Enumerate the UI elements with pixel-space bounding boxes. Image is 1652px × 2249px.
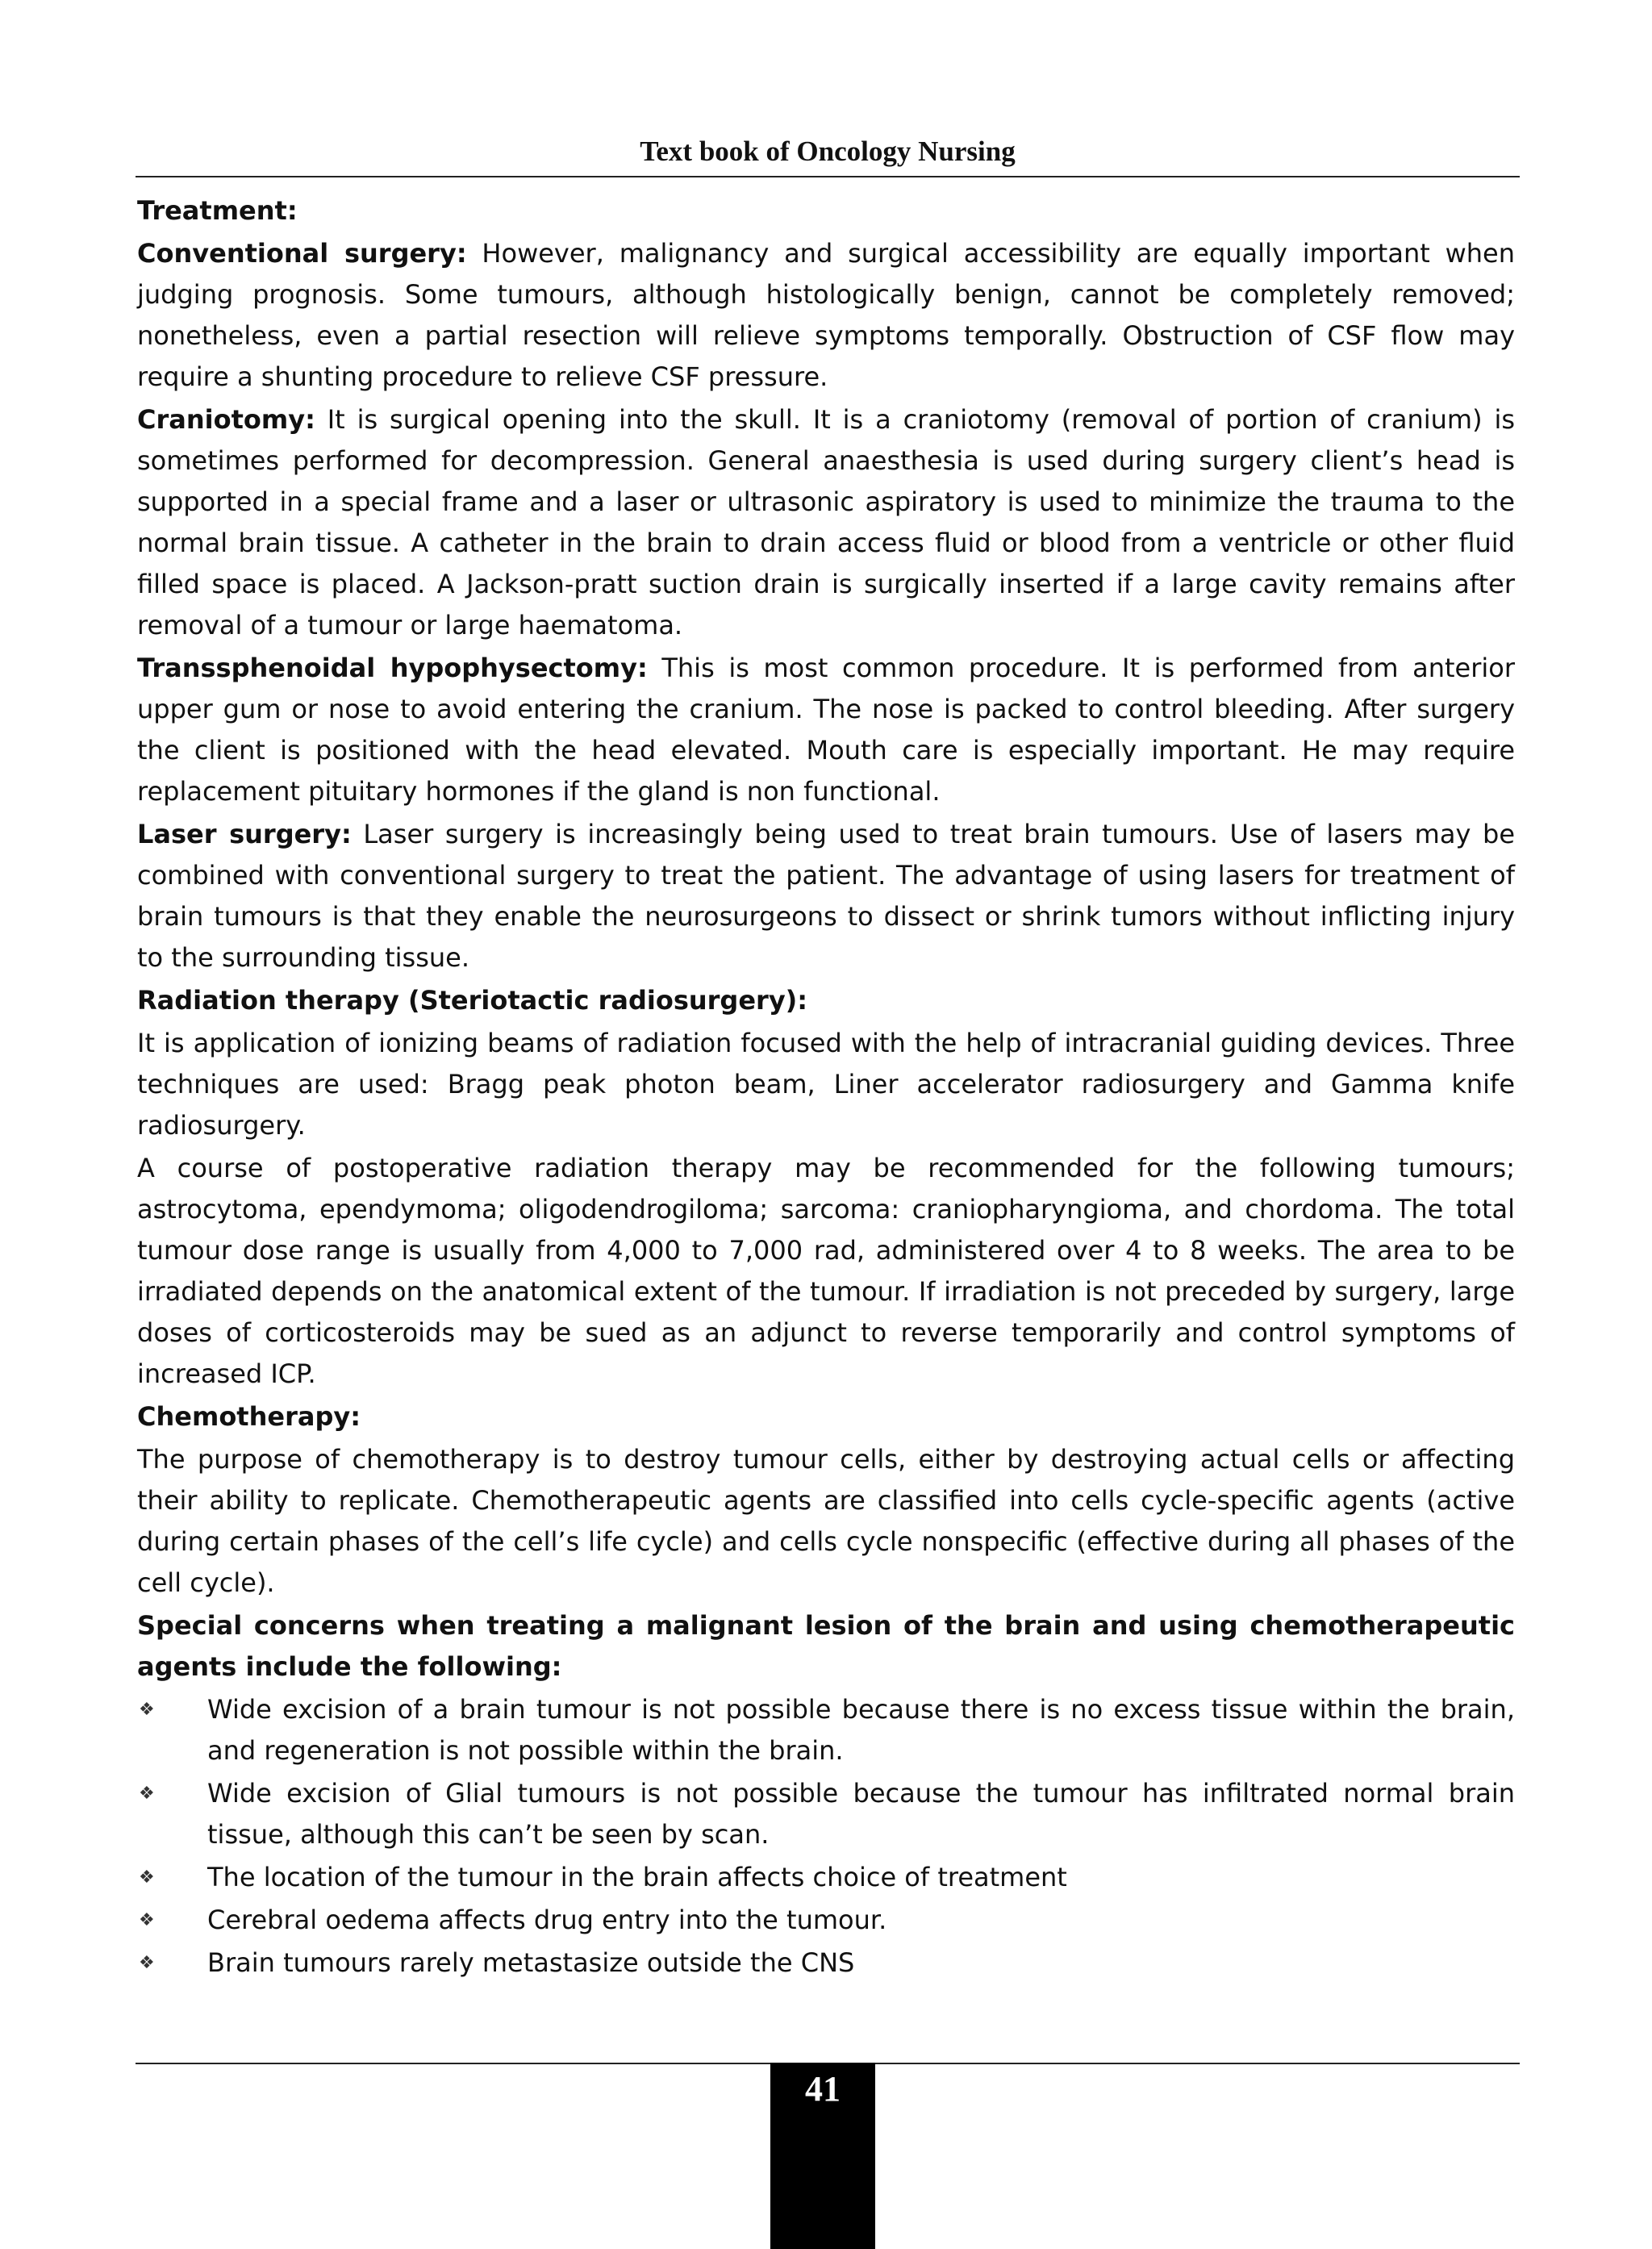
transsphenoidal-text: This is most common procedure. It is performed from anterior upper gum or nose to avoid entering the cranium. The nose is packed to control bleeding. After surgery the client is positioned with the head elevated. Mouth care is especially important. He may require replacement pituitary hormones if the gland is non functional. bbox=[137, 653, 1516, 807]
diamond-bullet-icon: ❖ bbox=[139, 1867, 155, 1888]
conventional-surgery-paragraph bbox=[137, 233, 1515, 398]
list-item bbox=[137, 1942, 1515, 1984]
list-item-text: Wide excision of a brain tumour is not possible because there is no excess tissue within the brain, and regeneration is not possible within the brain. bbox=[207, 1694, 1515, 1766]
craniotomy-text: It is surgical opening into the skull. It is a craniotomy (removal of portion of cranium) is sometimes performed for decompression. General anaesthesia is used during surgery client’s head is supported in a special frame and a laser or ultrasonic aspiratory is used to minimize the trauma to the normal brain tissue. A catheter in the brain to drain access fluid or blood from a ventricle or other fluid filled space is placed. A Jackson-pratt suction drain is surgically inserted if a large cavity remains after removal of a tumour or large haematoma. bbox=[137, 404, 1515, 640]
conventional-surgery-text: However, malignancy and surgical accessibility are equally important when judging prognosis. Some tumours, although histologically benign, cannot be completely removed; nonetheless, even a partial resection will relieve symptoms temporally. Obstruction of CSF flow may require a shunting procedure to relieve CSF pressure. bbox=[137, 238, 1516, 392]
diamond-bullet-icon: ❖ bbox=[139, 1910, 155, 1930]
page-body bbox=[137, 190, 1515, 1985]
list-item-text: Cerebral oedema affects drug entry into the tumour. bbox=[207, 1905, 887, 1935]
list-item bbox=[137, 1773, 1515, 1855]
radiation-paragraph-1: It is application of ionizing beams of radiation focused with the help of intracranial guiding devices. Three techniques are used: Bragg peak photon beam, Liner accelerator radiosurgery and Gamma knife radiosurgery. bbox=[137, 1028, 1515, 1141]
list-item-text: The location of the tumour in the brain affects choice of treatment bbox=[207, 1862, 1067, 1892]
transsphenoidal-paragraph bbox=[137, 648, 1515, 812]
laser-surgery-paragraph bbox=[137, 814, 1515, 978]
special-concerns-list bbox=[137, 1689, 1515, 1984]
list-item bbox=[137, 1857, 1515, 1898]
craniotomy-lead: Craniotomy: bbox=[137, 404, 315, 435]
running-header: Text book of Oncology Nursing bbox=[640, 136, 1016, 167]
special-concerns-heading: Special concerns when treating a malignant lesion of the brain and using chemotherapeutic agents include the following: bbox=[137, 1610, 1515, 1682]
treatment-heading: Treatment: bbox=[137, 195, 298, 226]
list-item bbox=[137, 1689, 1515, 1771]
transsphenoidal-lead: Transsphenoidal hypophysectomy: bbox=[137, 653, 648, 683]
chemotherapy-heading: Chemotherapy: bbox=[137, 1401, 361, 1432]
laser-surgery-lead: Laser surgery: bbox=[137, 819, 352, 849]
chemotherapy-paragraph: The purpose of chemotherapy is to destroy tumour cells, either by destroying actual cells or affecting their ability to replicate. Chemotherapeutic agents are classified into cells cycle-specific agents (active during certain phases of the cell’s life cycle) and cells cycle nonspecific (effective during all phases of the cell cycle). bbox=[137, 1444, 1515, 1598]
laser-surgery-text: Laser surgery is increasingly being used to treat brain tumours. Use of lasers may be combined with conventional surgery to treat the patient. The advantage of using lasers for treatment of brain tumours is that they enable the neurosurgeons to dissect or shrink tumors without inflicting injury to the surrounding tissue. bbox=[137, 819, 1516, 973]
radiation-therapy-heading: Radiation therapy (Steriotactic radiosurgery): bbox=[137, 985, 808, 1016]
list-item-text: Brain tumours rarely metastasize outside the CNS bbox=[207, 1947, 855, 1978]
radiation-paragraph-2: A course of postoperative radiation therapy may be recommended for the following tumours; astrocytoma, ependymoma; oligodendrogiloma; sarcoma: craniopharyngioma, and chordoma. The total tumour dose range is usually from 4,000 to 7,000 rad, administered over 4 to 8 weeks. The area to be irradiated depends on the anatomical extent of the tumour. If irradiation is not preceded by surgery, large doses of corticosteroids may be sued as an adjunct to reverse temporarily and control symptoms of increased ICP. bbox=[137, 1153, 1515, 1389]
diamond-bullet-icon: ❖ bbox=[139, 1953, 155, 1973]
page-number: 41 bbox=[805, 2069, 841, 2109]
craniotomy-paragraph bbox=[137, 399, 1515, 646]
conventional-surgery-lead: Conventional surgery: bbox=[137, 238, 467, 269]
header-rule bbox=[136, 176, 1520, 177]
list-item-text: Wide excision of Glial tumours is not possible because the tumour has infiltrated normal brain tissue, although this can’t be seen by scan. bbox=[207, 1778, 1515, 1850]
diamond-bullet-icon: ❖ bbox=[139, 1784, 155, 1804]
list-item bbox=[137, 1900, 1515, 1941]
diamond-bullet-icon: ❖ bbox=[139, 1700, 155, 1720]
